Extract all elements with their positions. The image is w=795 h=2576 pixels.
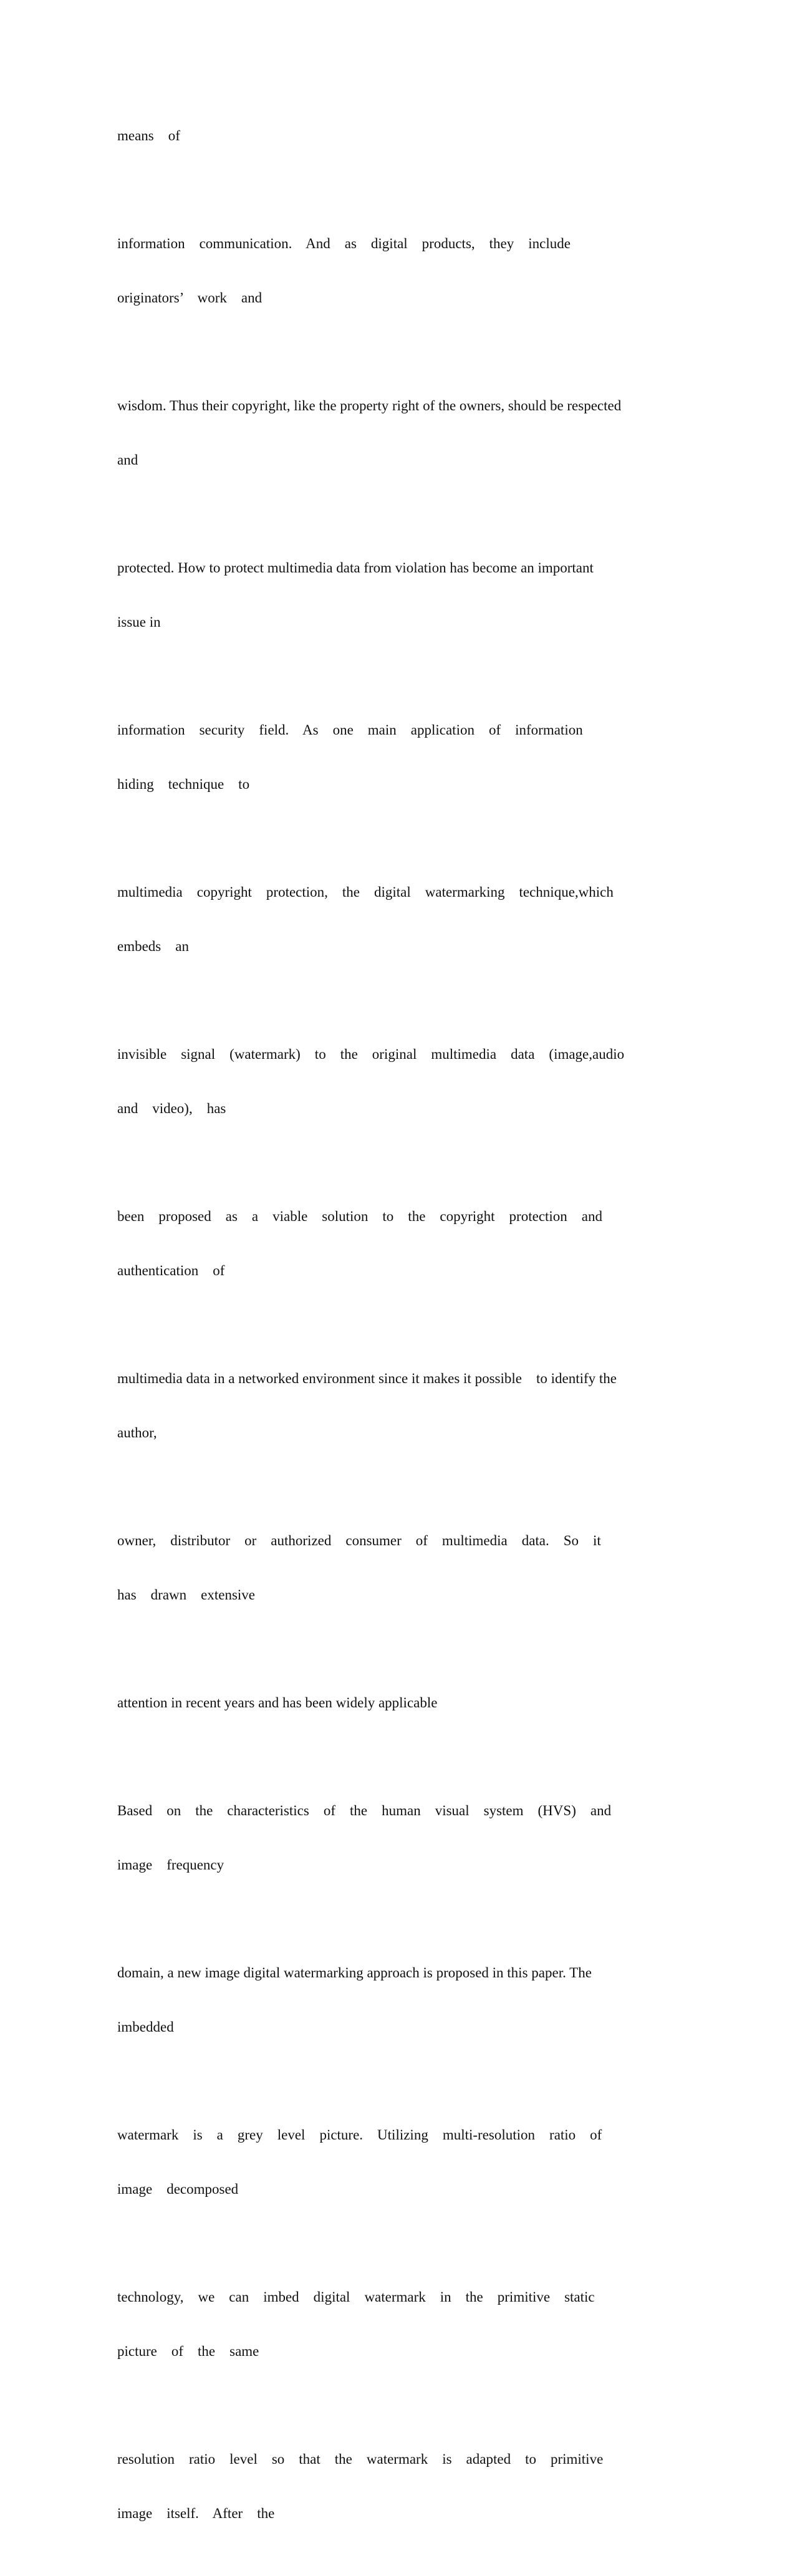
- text-line: has drawn extensive: [117, 1587, 255, 1603]
- text-line: picture of the same: [117, 2343, 259, 2359]
- paragraph-2: [117, 198, 678, 343]
- text-line: authentication of: [117, 1263, 225, 1278]
- text-line: multimedia data in a networked environment since it makes it possible to identify the: [117, 1371, 617, 1386]
- text-line: watermark is a grey level picture. Utilizing multi-resolution ratio of: [117, 2127, 602, 2143]
- text-line: originators’ work and: [117, 290, 263, 306]
- paragraph-14: [117, 2090, 678, 2234]
- text-line: and video), has: [117, 1101, 226, 1116]
- text-line: and: [117, 452, 138, 468]
- text-line: means of: [117, 128, 180, 143]
- paragraph-10: [117, 1495, 678, 1640]
- text-line: information security field. As one main application of information: [117, 722, 583, 738]
- text-line: domain, a new image digital watermarking approach is proposed in this paper. The: [117, 1965, 592, 1980]
- text-line: embeds an: [117, 938, 189, 954]
- paragraph-3: [117, 360, 678, 505]
- text-line: Based on the characteristics of the human visual system (HVS) and: [117, 1803, 612, 1818]
- paragraph-11: [117, 1657, 678, 1748]
- text-line: issue in: [117, 614, 161, 630]
- paragraph-12: [117, 1765, 678, 1910]
- paragraph-13: [117, 1927, 678, 2072]
- text-line: wisdom. Thus their copyright, like the property right of the owners, should be respected: [117, 398, 622, 413]
- paragraph-9: [117, 1333, 678, 1478]
- text-line: image decomposed: [117, 2181, 239, 2197]
- paragraph-16: [117, 2414, 678, 2559]
- body-text: [117, 90, 678, 2576]
- text-line: been proposed as a viable solution to the copyright protection and: [117, 1208, 603, 1224]
- paragraph-4: [117, 523, 678, 667]
- text-line: image frequency: [117, 1857, 224, 1873]
- text-line: imbedded: [117, 2019, 174, 2035]
- paragraph-1: [117, 90, 678, 181]
- paragraph-7: [117, 1009, 678, 1154]
- text-line: owner, distributor or authorized consumer of multimedia data. So it: [117, 1533, 601, 1548]
- paragraph-5: [117, 685, 678, 829]
- text-line: image itself. After the: [117, 2506, 275, 2521]
- text-line: resolution ratio level so that the watermark is adapted to primitive: [117, 2451, 604, 2467]
- text-line: hiding technique to: [117, 776, 250, 792]
- text-line: technology, we can imbed digital watermark in the primitive static: [117, 2289, 595, 2305]
- text-line: invisible signal (watermark) to the original multimedia data (image,audio: [117, 1046, 625, 1062]
- text-line: attention in recent years and has been widely applicable: [117, 1695, 438, 1710]
- paragraph-15: [117, 2252, 678, 2396]
- text-line: information communication. And as digital products, they include: [117, 236, 571, 251]
- paragraph-6: [117, 847, 678, 991]
- text-line: protected. How to protect multimedia data from violation has become an important: [117, 560, 594, 576]
- text-line: multimedia copyright protection, the digital watermarking technique,which: [117, 884, 614, 900]
- text-line: author,: [117, 1425, 157, 1440]
- paragraph-8: [117, 1171, 678, 1316]
